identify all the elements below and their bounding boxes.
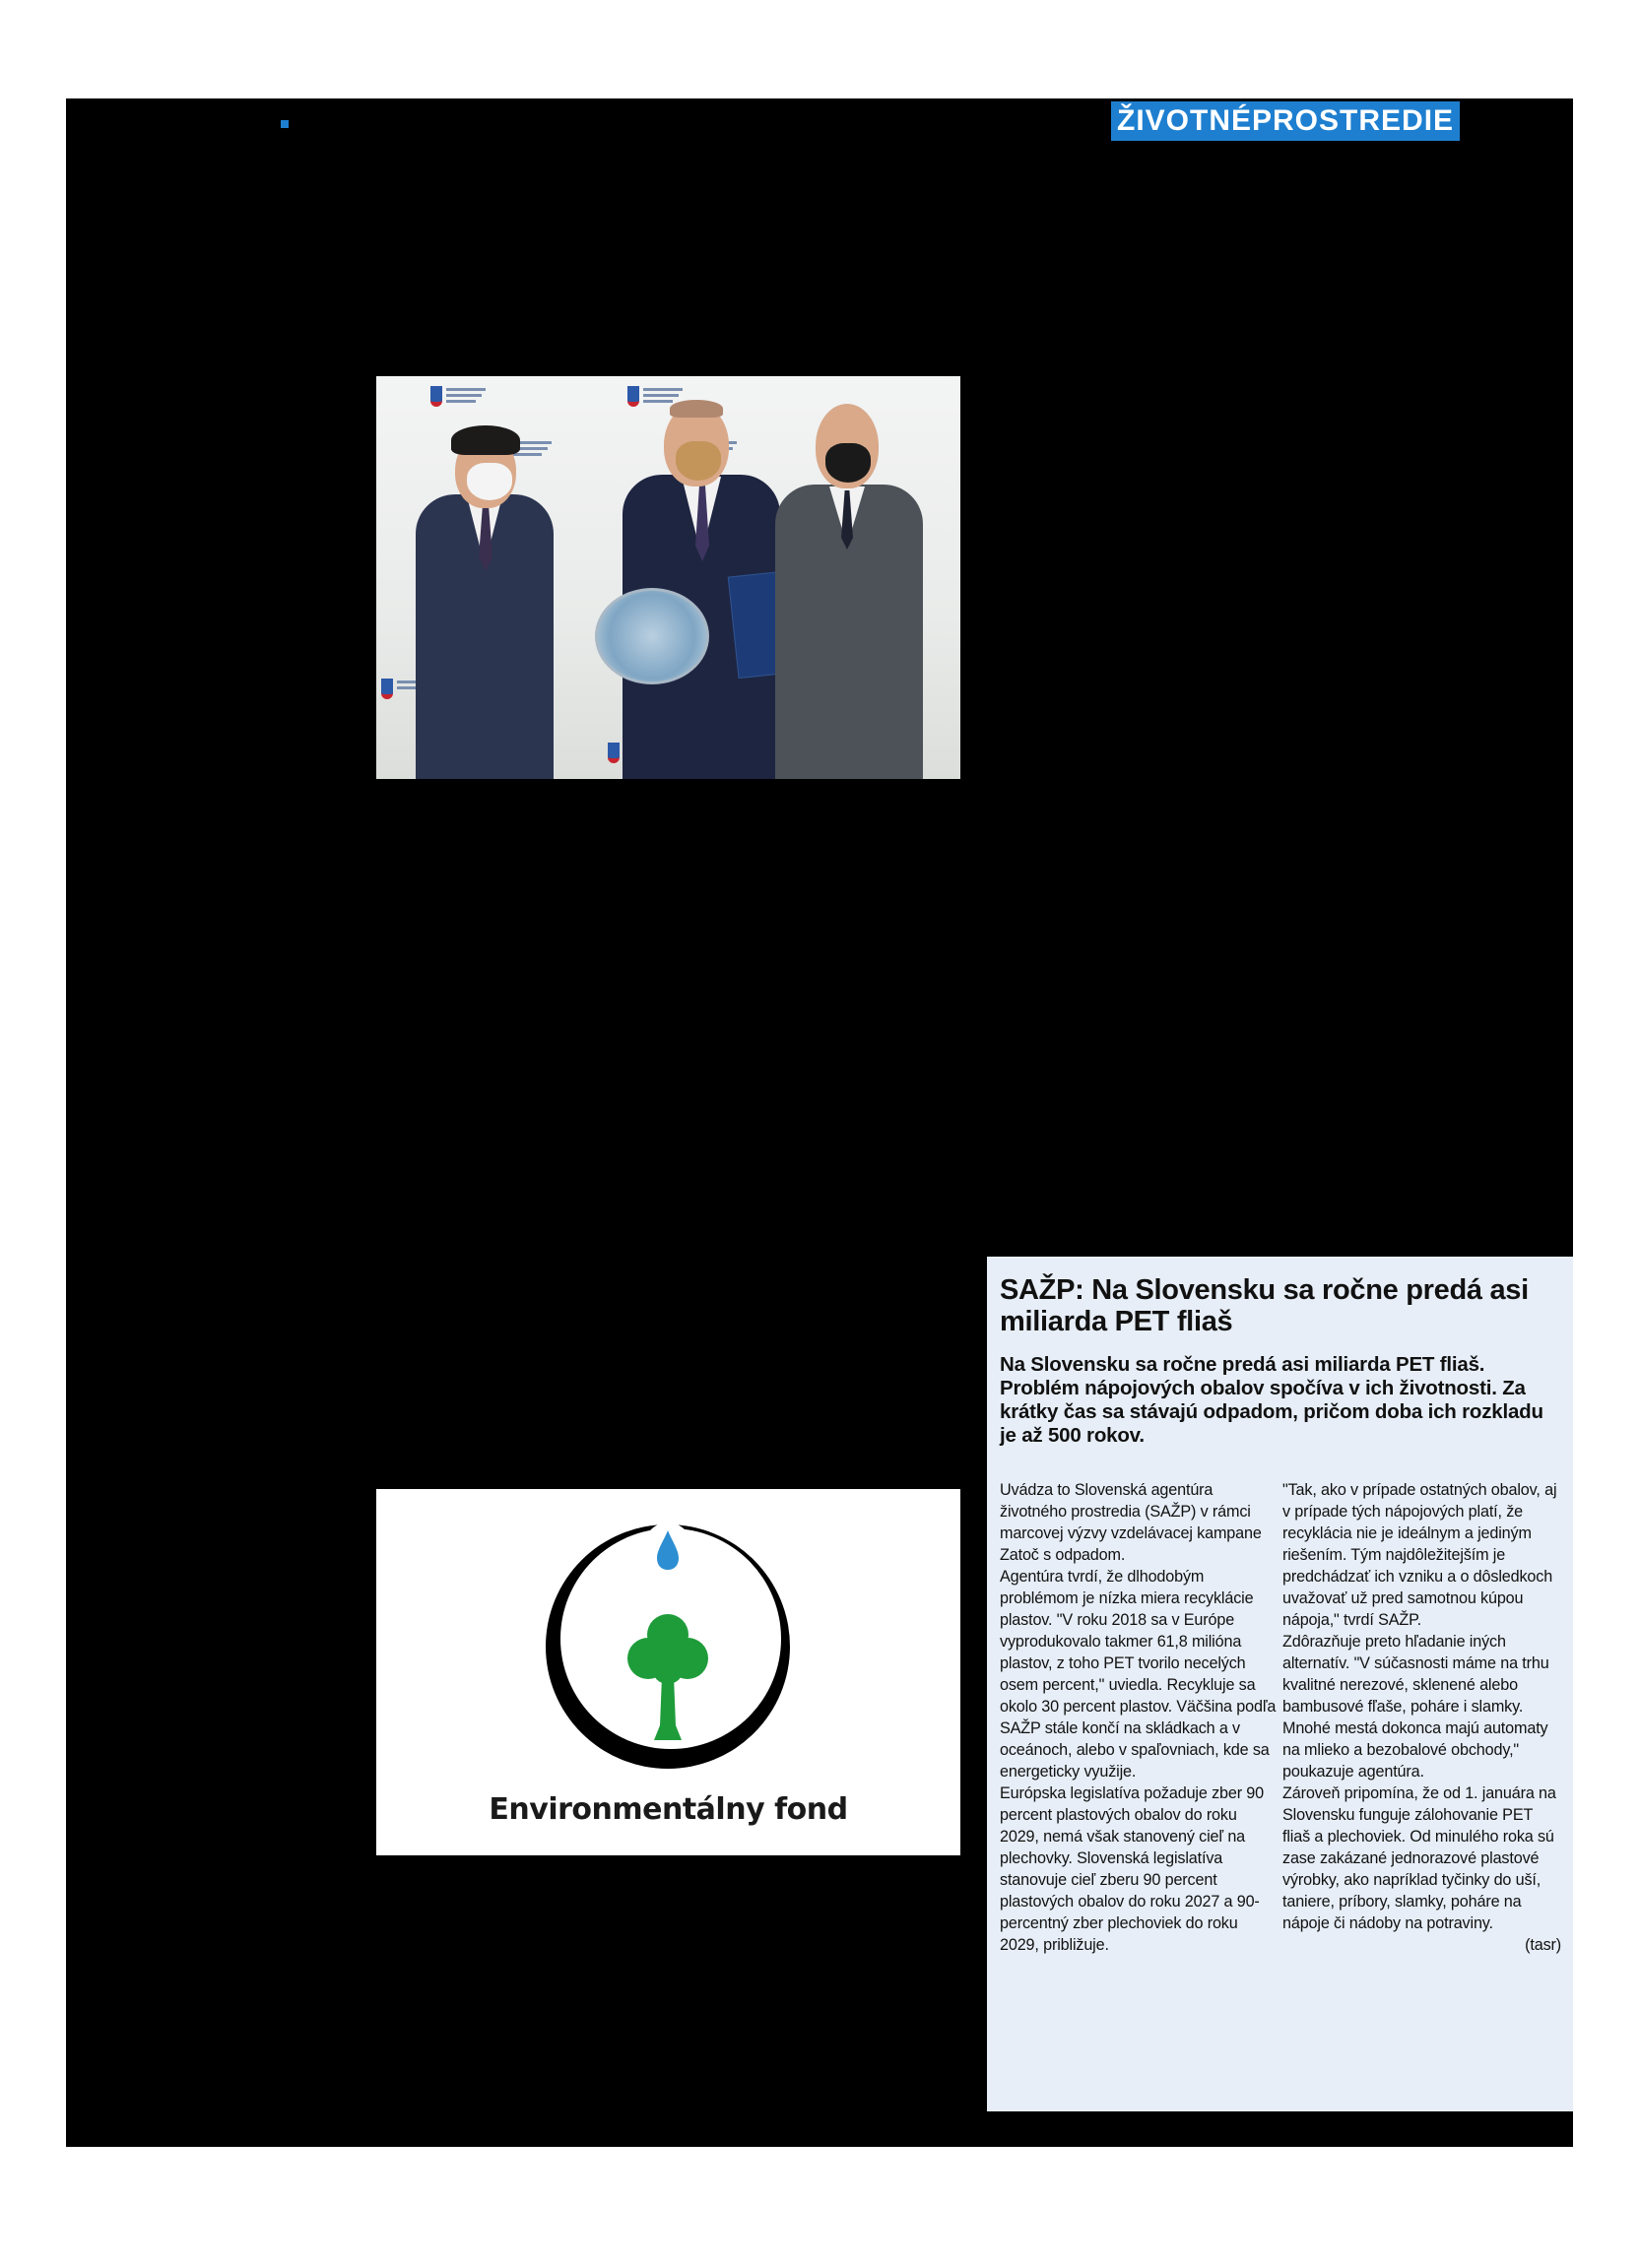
paragraph: Zároveň pripomína, že od 1. januára na Slovensku funguje zálohovanie PET fliaš a plechoviek. Od minulého roka sú zase zakázané jednorazové plastové výrobky, ako napríklad tyčinky do uší, taniere, príbory, slamky, poháre na nápoje či nádoby na potraviny. bbox=[1282, 1784, 1556, 1932]
section-marker-dot bbox=[281, 120, 289, 128]
paragraph: "Tak, ako v prípade ostatných obalov, aj v prípade tých nápojových platí, že recyklácia nie je ideálnym a jediným riešením. Tým najdôležitejším je predchádzať ich vzniku a o dôsledkoch uvažovať už pred samotnou kúpou nápoja," tvrdí SAŽP. bbox=[1282, 1481, 1557, 1629]
article-column-1 bbox=[1000, 1479, 1279, 1956]
fund-name: Environmentálny fond bbox=[489, 1792, 848, 1827]
article-title: SAŽP: Na Slovensku sa ročne predá asi miliarda PET fliaš bbox=[1000, 1274, 1529, 1337]
paragraph: Agentúra tvrdí, že dlhodobým problémom je nízka miera recyklácie plastov. "V roku 2018 sa v Európe vyprodukovalo takmer 61,8 milióna plastov, z toho PET tvorilo necelých osem percent," uviedla. Recykluje sa okolo 30 percent plastov. Väčšina podľa SAŽP stále končí na skládkach a v oceánoch, alebo v spaľovniach, kde sa energeticky využije. bbox=[1000, 1568, 1277, 1781]
paragraph: Uvádza to Slovenská agentúra životného prostredia (SAŽP) v rámci marcovej výzvy vzdelávacej kampane Zatoč s odpadom. bbox=[1000, 1481, 1262, 1564]
ministry-logo-icon bbox=[430, 384, 486, 414]
environmental-fund-logo bbox=[376, 1489, 960, 1855]
paragraph: Zdôrazňuje preto hľadanie iných alternatív. "V súčasnosti máme na trhu kvalitné nerezové, sklenené alebo bambusové fľaše, poháre i slamky. Mnohé mestá dokonca majú automaty na mlieko a bezobalové obchody," poukazuje agentúra. bbox=[1282, 1633, 1549, 1781]
article-columns bbox=[1000, 1479, 1561, 1956]
section-tag: ŽIVOTNÉPROSTREDIE bbox=[1111, 101, 1460, 141]
backdrop-green-lettering-icon bbox=[943, 489, 960, 525]
ceremony-photo bbox=[376, 376, 960, 779]
article-box bbox=[987, 1257, 1573, 2111]
paragraph: Európska legislatíva požaduje zber 90 percent plastových obalov do roku 2029, nemá však stanovený cieľ na plechovky. Slovenská legislatíva stanovuje cieľ zberu 90 percent plastových obalov do roku 2027 a 90-percentný zber plechoviek do roku 2029, približuje. bbox=[1000, 1784, 1265, 1954]
article-lead: Na Slovensku sa ročne predá asi miliarda PET fliaš. Problém nápojových obalov spočíva v ich životnosti. Za krátky čas sa stávajú odpadom, pričom doba ich rozkladu je až 500 rokov. bbox=[1000, 1353, 1543, 1447]
article-column-2 bbox=[1282, 1479, 1561, 1956]
article-source: (tasr) bbox=[1525, 1936, 1561, 1954]
